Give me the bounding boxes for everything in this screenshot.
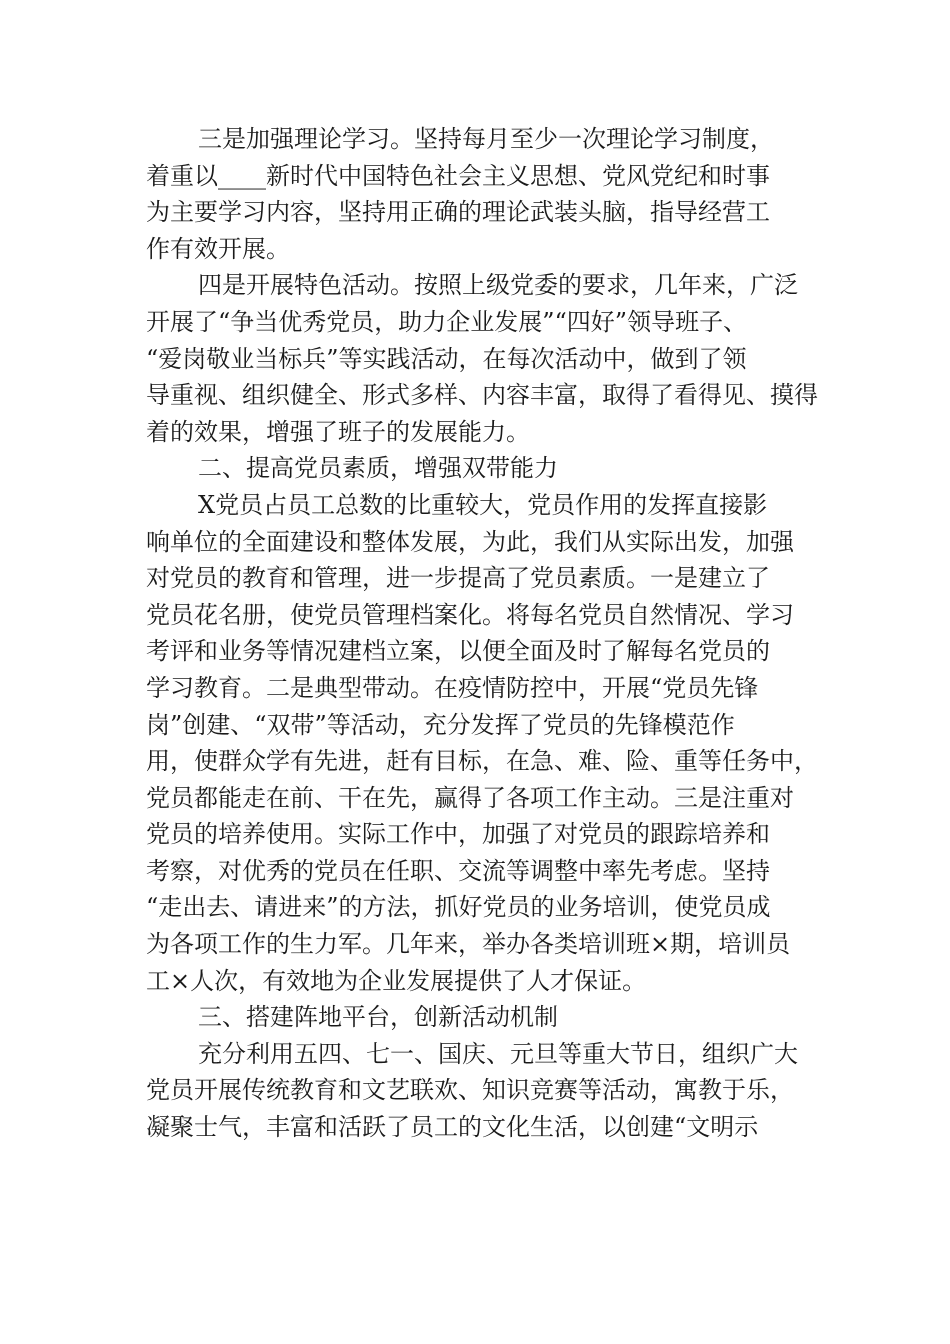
paragraph-line: 开展了“争当优秀党员，助力企业发展”“四好”领导班子、 <box>146 307 748 336</box>
paragraph-line: 对党员的教育和管理，进一步提高了党员素质。一是建立了 <box>146 564 770 593</box>
paragraph-line: 党员都能走在前、干在先，赢得了各项工作主动。三是注重对 <box>146 783 794 812</box>
paragraph-line: 着的效果，增强了班子的发展能力。 <box>146 417 530 446</box>
paragraph-line: 充分利用五四、七一、国庆、元旦等重大节日，组织广大 <box>198 1039 798 1068</box>
paragraph-line: 党员的培养使用。实际工作中，加强了对党员的跟踪培养和 <box>146 820 770 849</box>
paragraph-line: 三是加强理论学习。坚持每月至少一次理论学习制度， <box>198 125 774 153</box>
paragraph-line: 为主要学习内容，坚持用正确的理论武装头脑，指导经营工 <box>146 198 770 227</box>
paragraph-line: 为各项工作的生力军。几年来，举办各类培训班×期，培训员 <box>146 930 791 959</box>
paragraph-line: 党员开展传统教育和文艺联欢、知识竞赛等活动，寓教于乐， <box>146 1076 794 1105</box>
paragraph-line: 岗”创建、“双带”等活动，充分发挥了党员的先锋模范作 <box>146 710 735 739</box>
paragraph-line: 考评和业务等情况建档立案，以便全面及时了解每名党员的 <box>146 637 770 666</box>
paragraph-line: 工×人次，有效地为企业发展提供了人才保证。 <box>146 966 647 995</box>
section-heading: 三、搭建阵地平台，创新活动机制 <box>198 1003 558 1032</box>
paragraph-line: 导重视、组织健全、形式多样、内容丰富，取得了看得见、摸得 <box>146 381 818 410</box>
document-body <box>146 121 826 1146</box>
paragraph-line: 作有效开展。 <box>146 234 290 263</box>
paragraph-line: X党员占员工总数的比重较大，党员作用的发挥直接影 <box>198 490 768 519</box>
paragraph-line: 着重以____新时代中国特色社会主义思想、党风党纪和时事 <box>146 161 770 190</box>
paragraph-line: 学习教育。二是典型带动。在疫情防控中，开展“党员先锋 <box>146 673 759 702</box>
paragraph-line: “爱岗敬业当标兵”等实践活动，在每次活动中，做到了领 <box>146 344 747 373</box>
paragraph-line: 用，使群众学有先进，赶有目标，在急、难、险、重等任务中， <box>146 747 818 776</box>
paragraph-line: “走出去、请进来”的方法，抓好党员的业务培训，使党员成 <box>146 893 771 922</box>
paragraph-line: 四是开展特色活动。按照上级党委的要求，几年来，广泛 <box>198 271 798 300</box>
paragraph-line: 响单位的全面建设和整体发展，为此，我们从实际出发，加强 <box>146 527 794 556</box>
paragraph-line: 党员花名册，使党员管理档案化。将每名党员自然情况、学习 <box>146 600 794 629</box>
paragraph-line: 凝聚士气，丰富和活跃了员工的文化生活，以创建“文明示 <box>146 1113 759 1142</box>
section-heading: 二、提高党员素质，增强双带能力 <box>198 454 558 483</box>
paragraph-line: 考察，对优秀的党员在任职、交流等调整中率先考虑。坚持 <box>146 856 770 885</box>
